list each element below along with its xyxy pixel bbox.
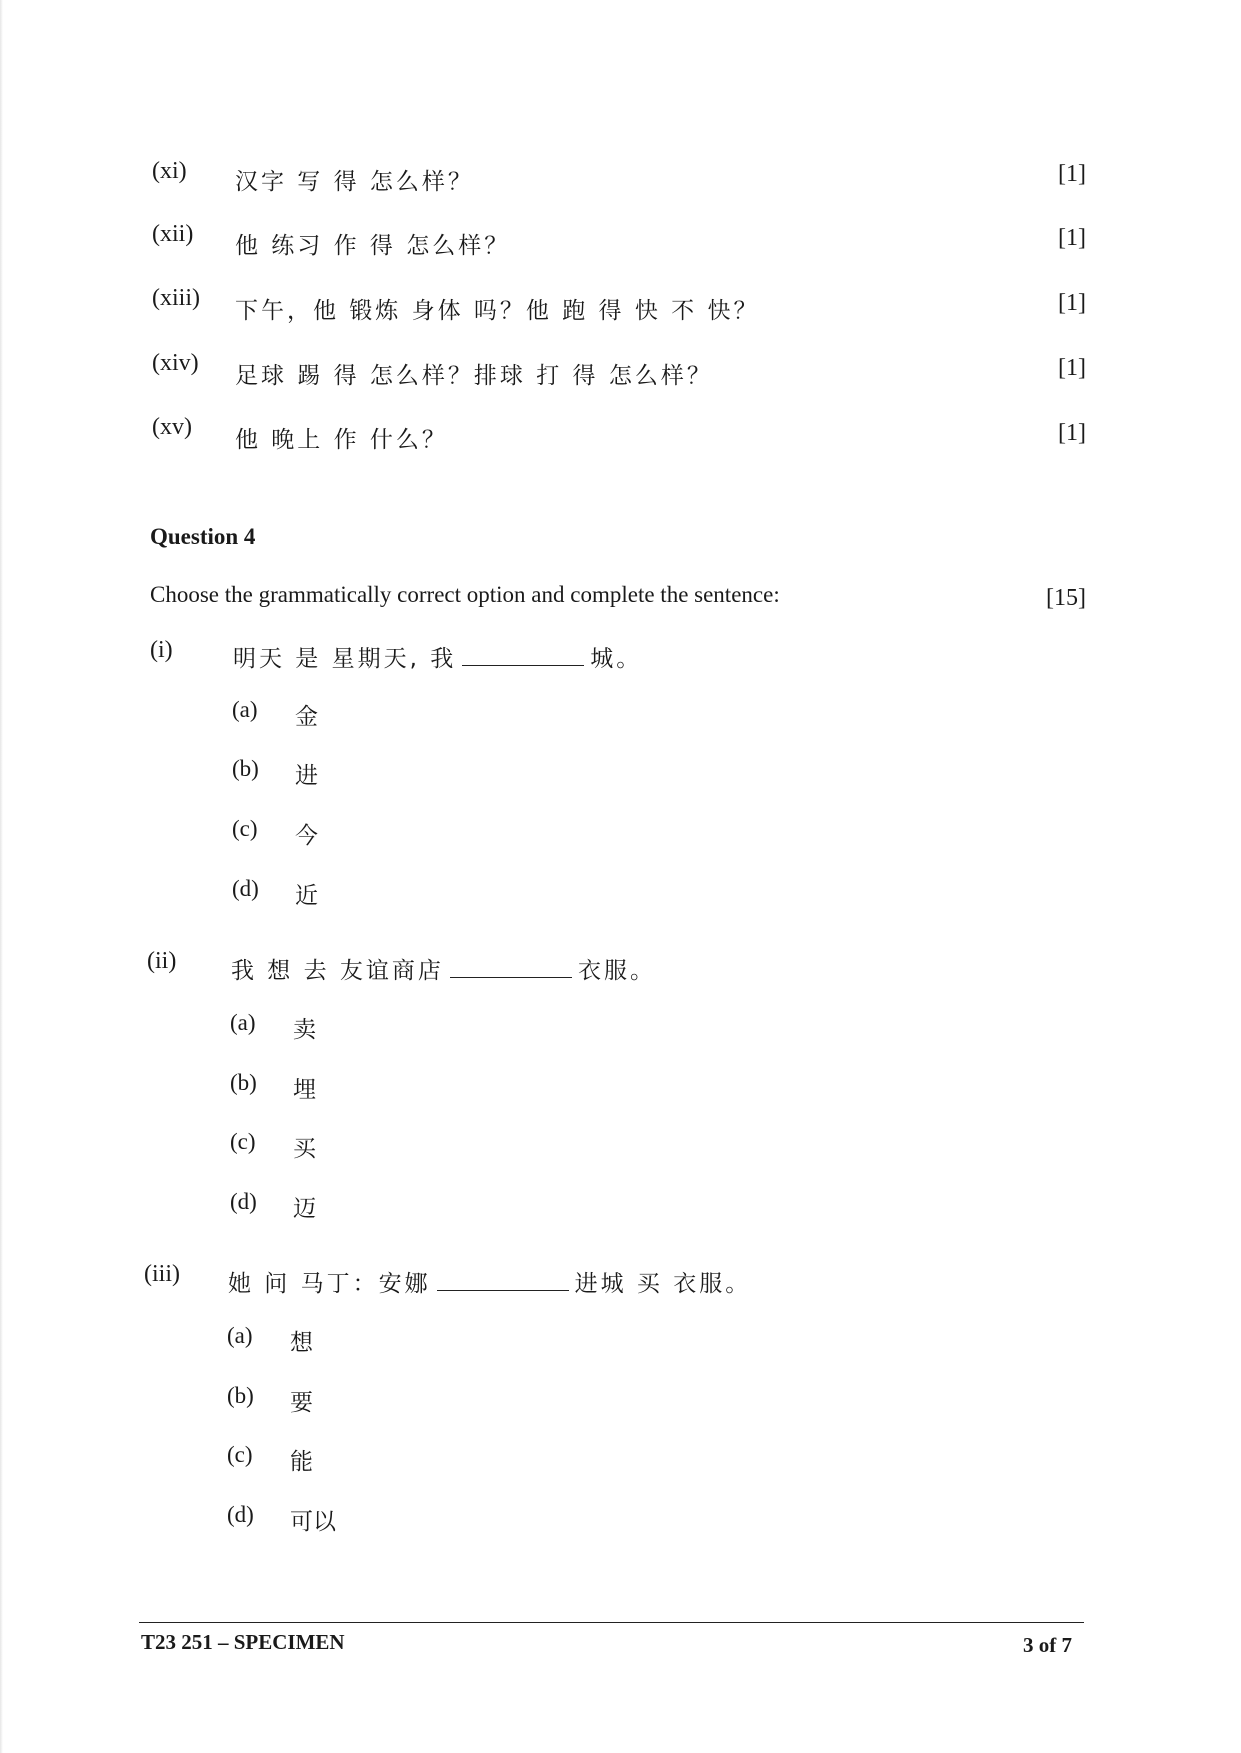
option-label: (d) <box>230 1189 257 1214</box>
mark-xv: [1] <box>1058 420 1086 446</box>
item-sentence-before: 她 问 马丁：安娜 <box>228 1271 431 1297</box>
question-text-xi: 汉字 写 得 怎么样？ <box>235 169 474 195</box>
option-label: (c) <box>227 1442 253 1467</box>
question-number-xv: (xv) <box>152 414 192 440</box>
question-number-xii: (xii) <box>152 221 194 247</box>
item-number-i: (i) <box>150 637 173 663</box>
option-label: (b) <box>227 1383 254 1408</box>
question-number-xiii: (xiii) <box>152 285 200 311</box>
option-text: 今 <box>295 823 318 849</box>
option-text: 埋 <box>293 1077 316 1103</box>
question-number-xiv: (xiv) <box>152 350 199 376</box>
option-label: (a) <box>227 1323 253 1348</box>
question-text-xiii: 下午，他 锻炼 身体 吗？他 跑 得 快 不 快？ <box>235 298 760 324</box>
option-label: (d) <box>232 876 259 901</box>
item-sentence-after: 城。 <box>590 646 643 672</box>
option-text: 进 <box>295 763 318 789</box>
answer-blank <box>450 959 572 978</box>
option-text: 买 <box>293 1136 316 1162</box>
question-4-instruction: Choose the grammatically correct option and complete the sentence: <box>150 582 780 607</box>
option-text: 要 <box>290 1390 313 1416</box>
option-label: (b) <box>230 1070 257 1095</box>
option-label: (c) <box>230 1129 256 1154</box>
answer-blank <box>437 1272 569 1291</box>
item-number-ii: (ii) <box>147 948 177 974</box>
option-label: (a) <box>232 697 258 722</box>
mark-xii: [1] <box>1058 225 1086 251</box>
option-label: (c) <box>232 816 258 841</box>
item-sentence-before: 我 想 去 友谊商店 <box>231 958 444 984</box>
item-sentence-i <box>233 640 642 673</box>
option-text: 能 <box>290 1449 313 1475</box>
option-label: (d) <box>227 1502 254 1527</box>
footer-code: T23 251 – SPECIMEN <box>141 1630 345 1654</box>
option-text: 卖 <box>293 1017 316 1043</box>
option-text: 迈 <box>293 1196 316 1222</box>
question-text-xii: 他 练习 作 得 怎么样？ <box>235 233 511 259</box>
option-label: (b) <box>232 756 259 781</box>
item-sentence-before: 明天 是 星期天, 我 <box>233 646 457 672</box>
mark-xiv: [1] <box>1058 355 1086 381</box>
question-4-heading: Question 4 <box>150 524 256 549</box>
question-text-xiv: 足球 踢 得 怎么样？排球 打 得 怎么样？ <box>235 363 713 389</box>
question-text-xv: 他 晚上 作 什么？ <box>235 427 448 453</box>
option-text: 想 <box>290 1330 313 1356</box>
item-sentence-iii <box>228 1265 751 1298</box>
question-4-mark: [15] <box>1046 585 1086 611</box>
mark-xiii: [1] <box>1058 290 1086 316</box>
option-text: 可以 <box>290 1509 336 1535</box>
item-number-iii: (iii) <box>144 1261 180 1287</box>
option-text: 金 <box>295 704 318 730</box>
option-text: 近 <box>295 883 318 909</box>
page-number: 3 of 7 <box>1023 1633 1072 1657</box>
item-sentence-after: 衣服。 <box>577 958 656 984</box>
mark-xi: [1] <box>1058 161 1086 187</box>
scan-edge <box>0 0 3 1753</box>
option-label: (a) <box>230 1010 256 1035</box>
answer-blank <box>462 647 584 666</box>
item-sentence-after: 进城 买 衣服。 <box>574 1271 752 1297</box>
question-number-xi: (xi) <box>152 158 187 184</box>
footer-rule <box>139 1622 1084 1623</box>
item-sentence-ii <box>231 952 656 985</box>
